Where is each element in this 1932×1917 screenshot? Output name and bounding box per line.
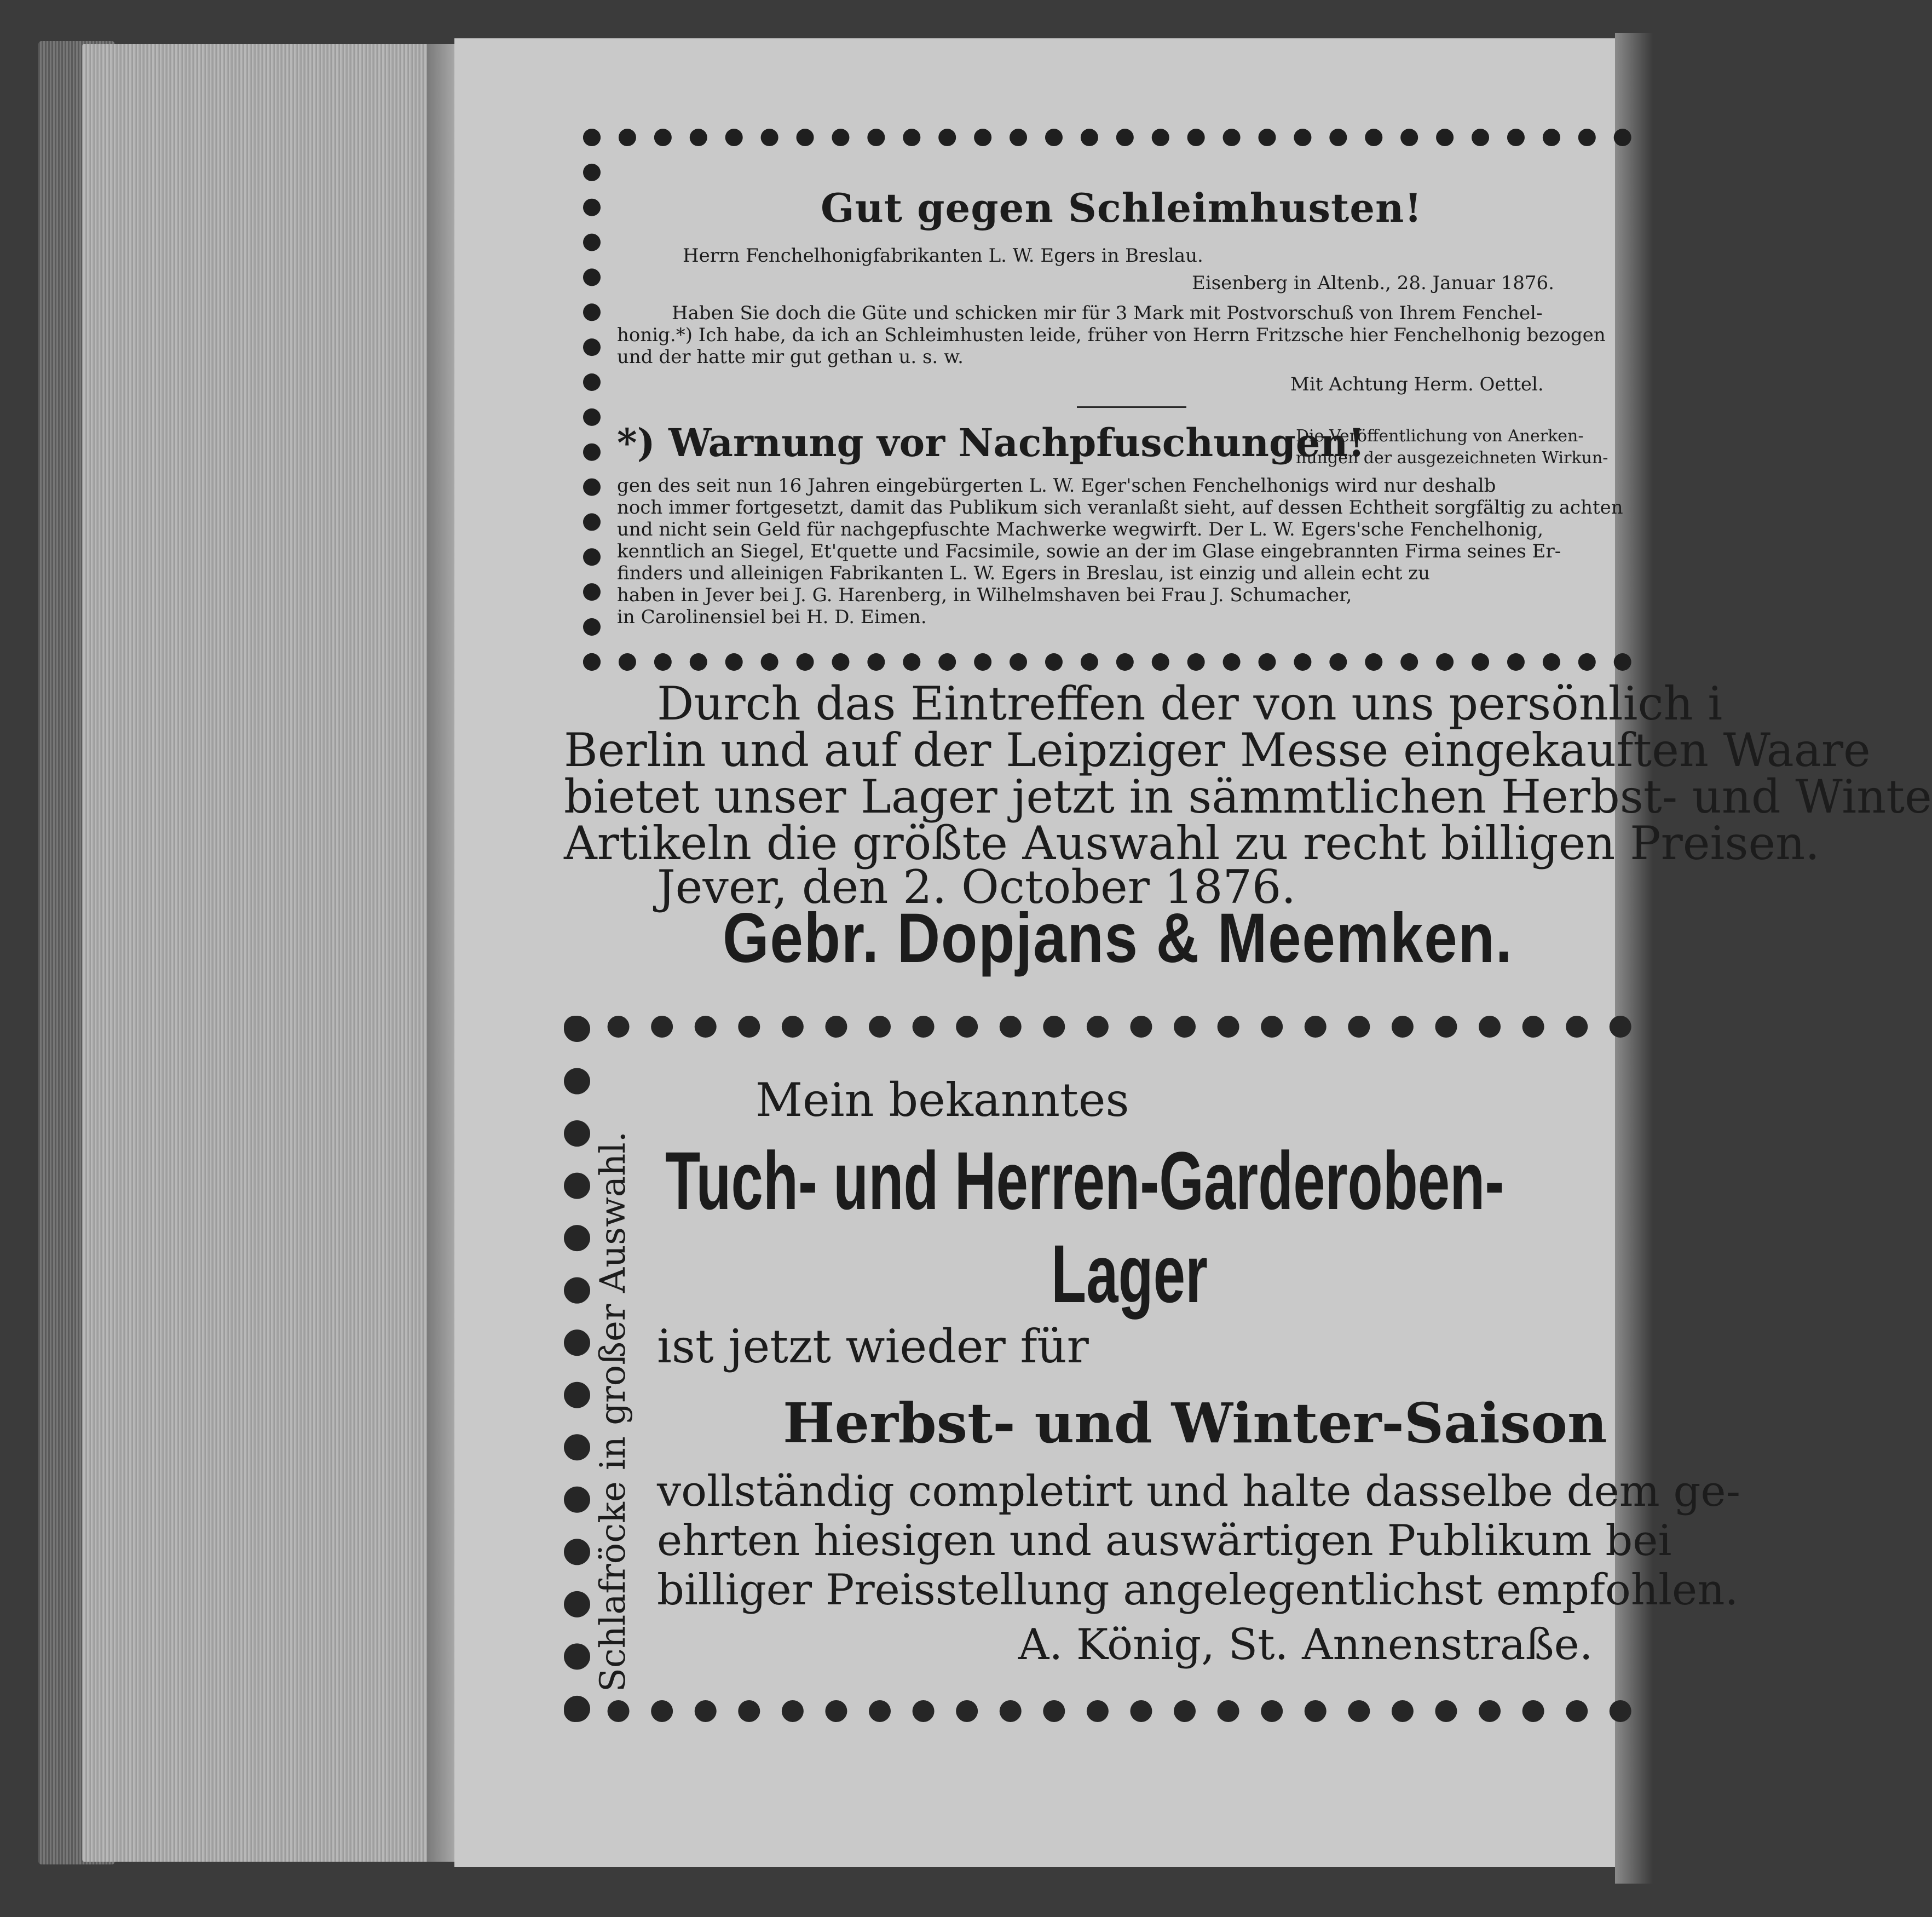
- ad3-intro: Mein bekanntes: [756, 1073, 1129, 1127]
- ad1-warning-line: kenntlich an Siegel, Et'quette und Facsimile, sowie an der im Glase eingebrannten Firma seines Er-: [617, 540, 1561, 562]
- ad3-body-line: ehrten hiesigen und auswärtigen Publikum bei: [657, 1516, 1672, 1565]
- ad2-firm-name: Gebr. Dopjans & Meemken.: [723, 899, 1513, 977]
- ad1-separator: [1077, 406, 1186, 408]
- ad1-warning-side-line: nungen der ausgezeichneten Wirkun-: [1296, 448, 1608, 468]
- ad2-dateline: Jever, den 2. October 1876.: [657, 860, 1296, 914]
- ad1-body-line: Haben Sie doch die Güte und schicken mir für 3 Mark mit Postvorschuß von Ihrem Fenchel-: [672, 302, 1543, 324]
- ad3-title-line: Tuch- und Herren-Garderoben-: [665, 1135, 1504, 1227]
- ad1-headline: Gut gegen Schleimhusten!: [820, 185, 1422, 231]
- ad2-body-line: bietet unser Lager jetzt in sämmtlichen Herbst- und Winte: [564, 770, 1932, 824]
- ad1-warning-line: gen des seit nun 16 Jahren eingebürgerten L. W. Eger'schen Fenchelhonigs wird nur deshalb: [617, 475, 1496, 497]
- ad1-signature: Mit Achtung Herm. Oettel.: [1290, 373, 1544, 395]
- ad1-warning-side-line: Die Veröffentlichung von Anerken-: [1296, 427, 1584, 446]
- ad3-body-line: billiger Preisstellung angelegentlichst empfohlen.: [657, 1565, 1739, 1615]
- ad2-body-line: Durch das Eintreffen der von uns persönlich i: [657, 677, 1723, 730]
- ad1-warning-line: und nicht sein Geld für nachgepfuschte Machwerke wegwirft. Der L. W. Egers'sche Fenchelhonig,: [617, 519, 1544, 540]
- ad3-title-line: Lager: [1051, 1228, 1208, 1320]
- ad1-warning-head: *) Warnung vor Nachpfuschungen!: [617, 420, 1365, 465]
- ad1-addressee: Herrn Fenchelhonigfabrikanten L. W. Egers in Breslau.: [683, 245, 1203, 267]
- ad1-warning-line: in Carolinensiel bei H. D. Eimen.: [617, 606, 927, 628]
- ad3-side-text: Schlafröcke in großer Auswahl.: [593, 1131, 633, 1692]
- page-edges: [82, 44, 441, 1862]
- ad1-body-line: honig.*) Ich habe, da ich an Schleimhusten leide, früher von Herrn Fritzsche hier Fenchelhonig bezogen: [617, 324, 1606, 346]
- ad-schleimhusten: [583, 129, 1631, 671]
- ad3-season: Herbst- und Winter-Saison: [783, 1391, 1607, 1455]
- ad3-line-mid: ist jetzt wieder für: [657, 1320, 1089, 1373]
- ad2-body-line: Artikeln die größte Auswahl zu recht billigen Preisen.: [564, 816, 1820, 870]
- ad3-body-line: vollständig completirt und halte dasselbe dem ge-: [657, 1467, 1740, 1516]
- ad-schleimhusten-content: [617, 152, 1626, 648]
- ad1-body-line: und der hatte mir gut gethan u. s. w.: [617, 346, 964, 368]
- ad3-signature: A. König, St. Annenstraße.: [1018, 1620, 1593, 1670]
- ad1-warning-line: noch immer fortgesetzt, damit das Publikum sich veranlaßt sieht, auf dessen Echtheit sorgfältig zu achten: [617, 497, 1623, 519]
- ad1-dateline: Eisenberg in Altenb., 28. Januar 1876.: [1192, 272, 1554, 294]
- ad1-warning-line: haben in Jever bei J. G. Harenberg, in Wilhelmshaven bei Frau J. Schumacher,: [617, 584, 1352, 606]
- ad2-body-line: Berlin und auf der Leipziger Messe eingekauften Waare: [564, 723, 1871, 777]
- ad1-warning-line: finders und alleinigen Fabrikanten L. W. Egers in Breslau, ist einzig und allein echt zu: [617, 562, 1430, 584]
